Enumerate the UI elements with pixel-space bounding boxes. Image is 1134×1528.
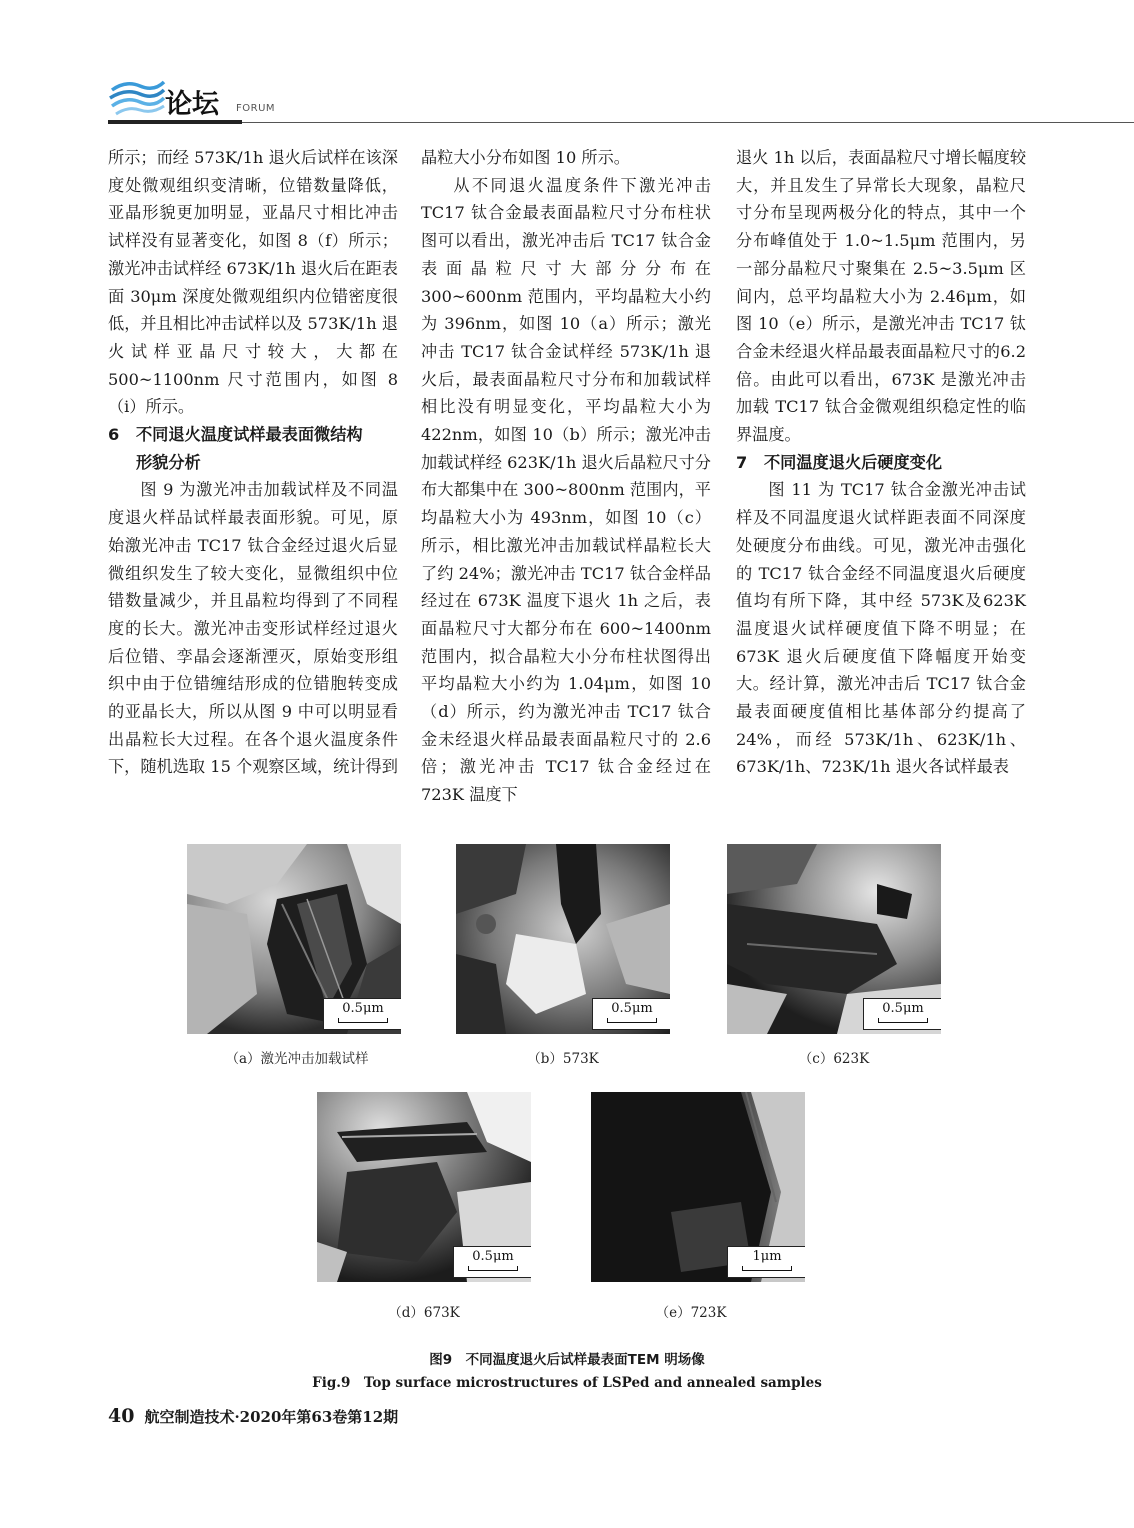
- scale-bar: [453, 1246, 531, 1278]
- scale-bar-line: [878, 1022, 928, 1023]
- tem-image-d: [317, 1092, 531, 1282]
- text-column-1: [108, 144, 398, 781]
- section-number: 6: [108, 425, 120, 445]
- page-header: [0, 0, 1134, 130]
- scale-bar-label: 0.5μm: [342, 1001, 384, 1016]
- section-title: 论坛: [165, 89, 219, 120]
- figure-caption-cn: 图9 不同温度退火后试样最表面TEM 明场像: [429, 1352, 705, 1368]
- scale-bar-line: [742, 1270, 792, 1271]
- tem-image-c: [727, 844, 941, 1034]
- subfigure-caption-c: （c）623K: [798, 1051, 870, 1067]
- section-heading-7: [736, 449, 1026, 477]
- subfigure-caption-a: （a）激光冲击加载试样: [225, 1051, 369, 1067]
- figure-caption-en: Fig.9 Top surface microstructures of LSPed and annealed samples: [312, 1375, 822, 1391]
- section-heading-6: [108, 421, 398, 476]
- section-number: 7: [736, 452, 748, 472]
- paragraph: 图 9 为激光冲击加载试样及不同温度退火样品试样最表面形貌。可见，原始激光冲击 TC17 钛合金经过退火后显微组织发生了较大变化，显微组织中位错数量减少，并且晶粒均得到了不同程度的长大。激光冲击变形试样经过退火后位错、孪晶会逐渐湮灭，原始变形组织中由于位错缠结形成的位错胞转变成的亚晶长大，所以从图 9 中可以明显看出晶粒长大过程。在各个退火温度条件下，随机选取 15 个观察区域，统计得到: [108, 480, 398, 777]
- tem-image-a: [187, 844, 401, 1034]
- subfigure-caption-d: （d）673K: [388, 1305, 460, 1321]
- scale-bar: [863, 998, 941, 1030]
- paragraph: 从不同退火温度条件下激光冲击 TC17 钛合金最表面晶粒尺寸分布柱状图可以看出，激光冲击后 TC17 钛合金表面晶粒尺寸大部分分布在 300~600nm 范围内，平均晶粒大小约为 396nm，如图 10（a）所示；激光冲击 TC17 钛合金试样经 573K/1h 退火后，最表面晶粒尺寸分布和加载试样相比没有明显变化，平均晶粒大小为 422nm，如图 10（b）所示；激光冲击加载试样经 623K/1h 退火后晶粒尺寸分布大都集中在 300~800nm 范围内，平均晶粒大小为 493nm，如图 10（c）所示，相比激光冲击加载试样晶粒长大了约 24%；激光冲击 TC17 钛合金样品经过在 673K 温度下退火 1h 之后，表面晶粒尺寸大都分布在 600~1400nm 范围内，拟合晶粒大小分布柱状图得出平均晶粒大小约为 1.04μm，如图 10（d）所示，约为激光冲击 TC17 钛合金未经退火样品最表面晶粒尺寸的 2.6 倍；激光冲击 TC17 钛合金经过在 723K 温度下: [421, 175, 711, 805]
- section-heading-text: 不同退火温度试样最表面微结构: [136, 425, 363, 445]
- header-rule-thin: [242, 122, 1134, 123]
- scale-bar-label: 0.5μm: [611, 1001, 653, 1016]
- scale-bar: [592, 998, 670, 1030]
- scale-bar-label: 1μm: [752, 1249, 782, 1264]
- scale-bar: [323, 998, 401, 1030]
- scale-bar-line: [468, 1270, 518, 1271]
- journal-citation: 航空制造技术·2020年第63卷第12期: [144, 1408, 399, 1426]
- scale-bar-label: 0.5μm: [472, 1249, 514, 1264]
- section-heading-text: 不同温度退火后硬度变化: [764, 452, 943, 472]
- paragraph: 所示；而经 573K/1h 退火后试样在该深度处微观组织变清晰，位错数量降低，亚晶形貌更加明显，亚晶尺寸相比冲击试样没有显著变化，如图 8（f）所示；激光冲击试样经 673K/1h 退火后在距表面 30μm 深度处微观组织内位错密度很低，并且相比冲击试样以及 573K/1h 退火试样亚晶尺寸较大，大都在 500~1100nm 尺寸范围内，如图 8（i）所示。: [108, 148, 398, 417]
- paragraph: 退火 1h 以后，表面晶粒尺寸增长幅度较大，并且发生了异常长大现象，晶粒尺寸分布呈现两极分化的特点，其中一个分布峰值处于 1.0~1.5μm 范围内，另一部分晶粒尺寸聚集在 2.5~3.5μm 区间内，总平均晶粒大小为 2.46μm，如图 10（e）所示，是激光冲击 TC17 钛合金未经退火样品最表面晶粒尺寸的6.2 倍。由此可以看出，673K 是激光冲击加载 TC17 钛合金微观组织稳定性的临界温度。: [736, 148, 1027, 445]
- page-footer: [108, 1405, 398, 1427]
- tem-image-e: [591, 1092, 805, 1282]
- page-number: 40: [108, 1405, 135, 1427]
- subfigure-caption-e: （e）723K: [655, 1305, 727, 1321]
- tem-image-b: [456, 844, 670, 1034]
- scale-bar: [727, 1246, 805, 1278]
- wave-logo-icon: [108, 76, 166, 120]
- scale-bar-label: 0.5μm: [882, 1001, 924, 1016]
- text-column-3: [736, 144, 1026, 781]
- section-heading-text-cont: 形貌分析: [136, 452, 201, 472]
- paragraph: 晶粒大小分布如图 10 所示。: [421, 148, 630, 167]
- text-column-2: [421, 144, 711, 809]
- paragraph: 图 11 为 TC17 钛合金激光冲击试样及不同温度退火试样距表面不同深度处硬度分布曲线。可见，激光冲击强化的 TC17 钛合金经不同温度退火后硬度值均有所下降，其中经 573K及623K 温度退火试样硬度值下降不明显；在 673K 退火后硬度值下降幅度开始变大。经计算，激光冲击后 TC17 钛合金最表面硬度值相比基体部分约提高了 24%，而经 573K/1h、623K/1h、673K/1h、723K/1h 退火各试样最表: [736, 480, 1026, 777]
- scale-bar-line: [607, 1022, 657, 1023]
- header-rule-thick: [108, 120, 242, 124]
- scale-bar-line: [338, 1022, 388, 1023]
- section-subtitle: FORUM: [236, 103, 276, 114]
- subfigure-caption-b: （b）573K: [527, 1051, 599, 1067]
